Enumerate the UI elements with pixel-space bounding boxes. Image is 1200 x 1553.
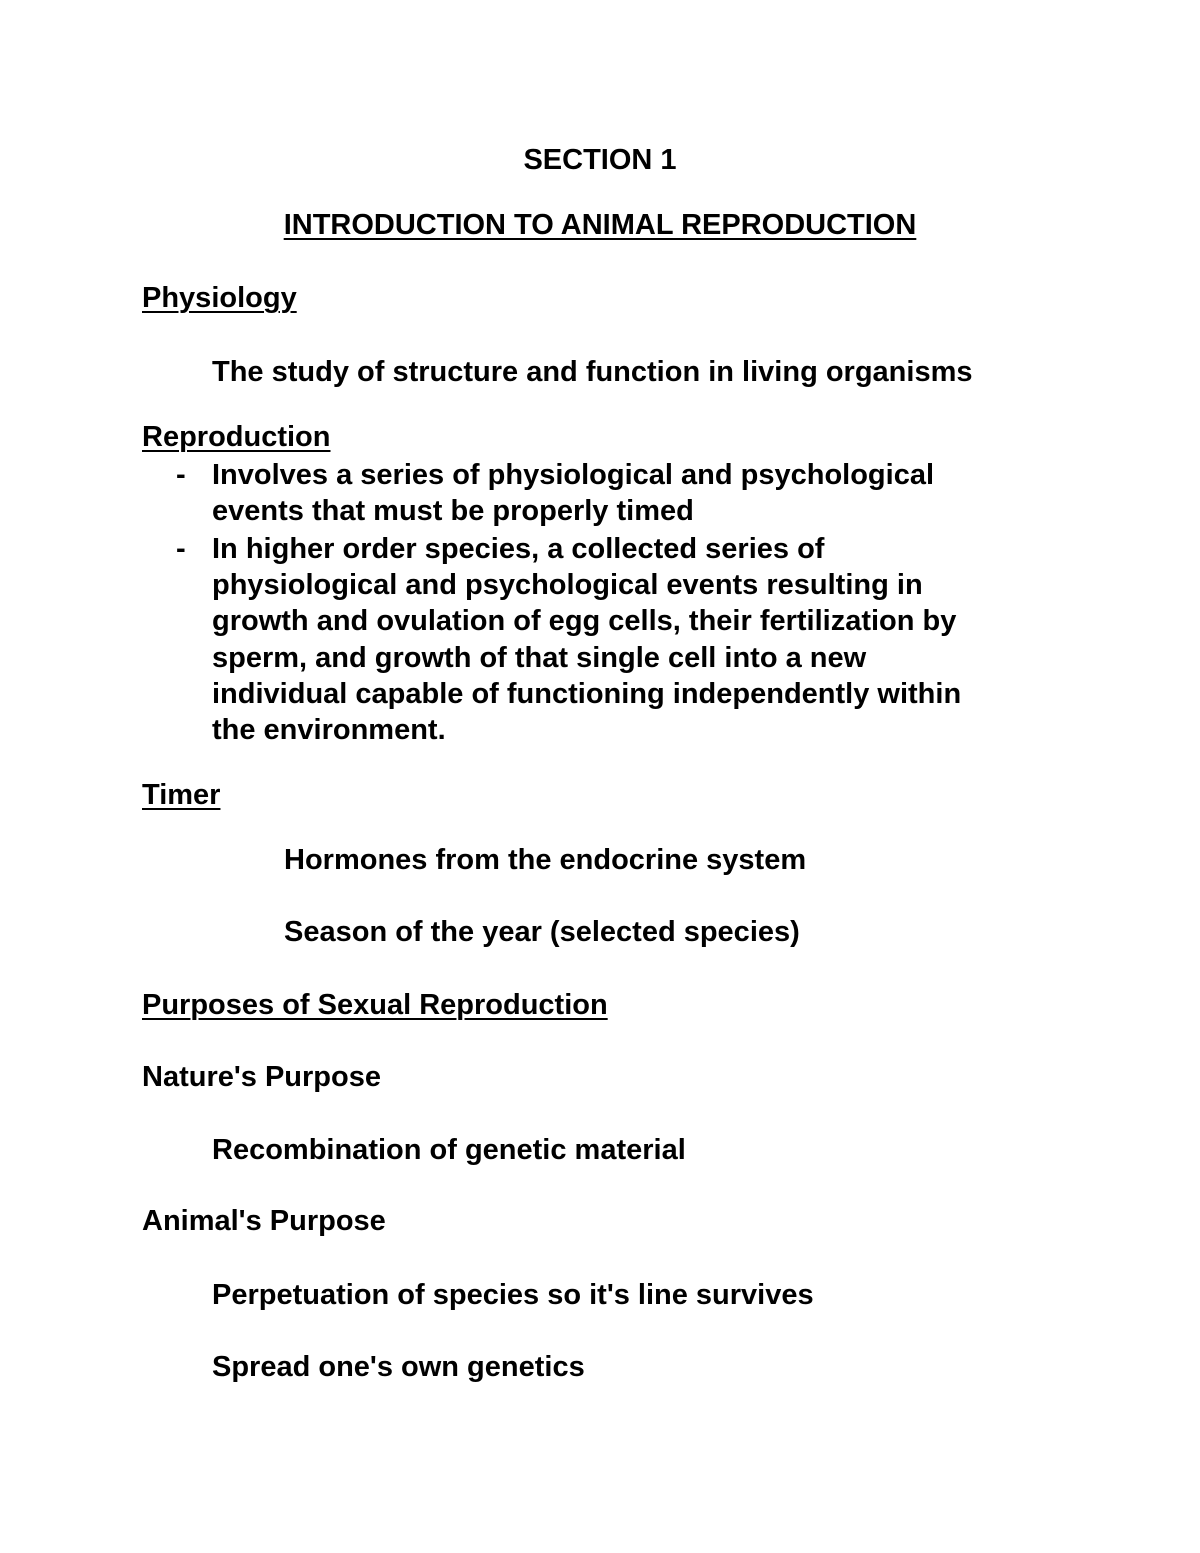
animals-purpose-heading: Animal's Purpose [142,1205,386,1237]
natures-purpose-heading: Nature's Purpose [142,1061,381,1093]
bullet-line: physiological and psychological events resulting in [212,569,923,601]
section-label: SECTION 1 [523,144,677,176]
bullet-line: growth and ovulation of egg cells, their fertilization by [212,605,957,637]
bullet-dash: - [176,533,186,565]
natures-purpose-item: Recombination of genetic material [212,1134,686,1166]
timer-item: Hormones from the endocrine system [284,844,807,876]
bullet-line: sperm, and growth of that single cell into a new [212,642,867,674]
main-title-text: INTRODUCTION TO ANIMAL REPRODUCTION [283,209,917,241]
purposes-heading: Purposes of Sexual Reproduction [142,989,608,1021]
bullet-dash: - [176,459,186,491]
bullet-line: the environment. [212,714,446,746]
bullet-line: events that must be properly timed [212,495,694,527]
bullet-line: Involves a series of physiological and psychological [212,459,935,491]
main-title [0,207,1200,243]
reproduction-heading: Reproduction [142,421,331,453]
physiology-definition: The study of structure and function in living organisms [212,356,973,388]
physiology-heading: Physiology [142,282,297,314]
animals-purpose-item: Perpetuation of species so it's line survives [212,1279,814,1311]
timer-item: Season of the year (selected species) [284,916,800,948]
bullet-line: In higher order species, a collected series of [212,533,825,565]
animals-purpose-item: Spread one's own genetics [212,1351,585,1383]
timer-heading: Timer [142,779,221,811]
bullet-line: individual capable of functioning independently within [212,678,962,710]
